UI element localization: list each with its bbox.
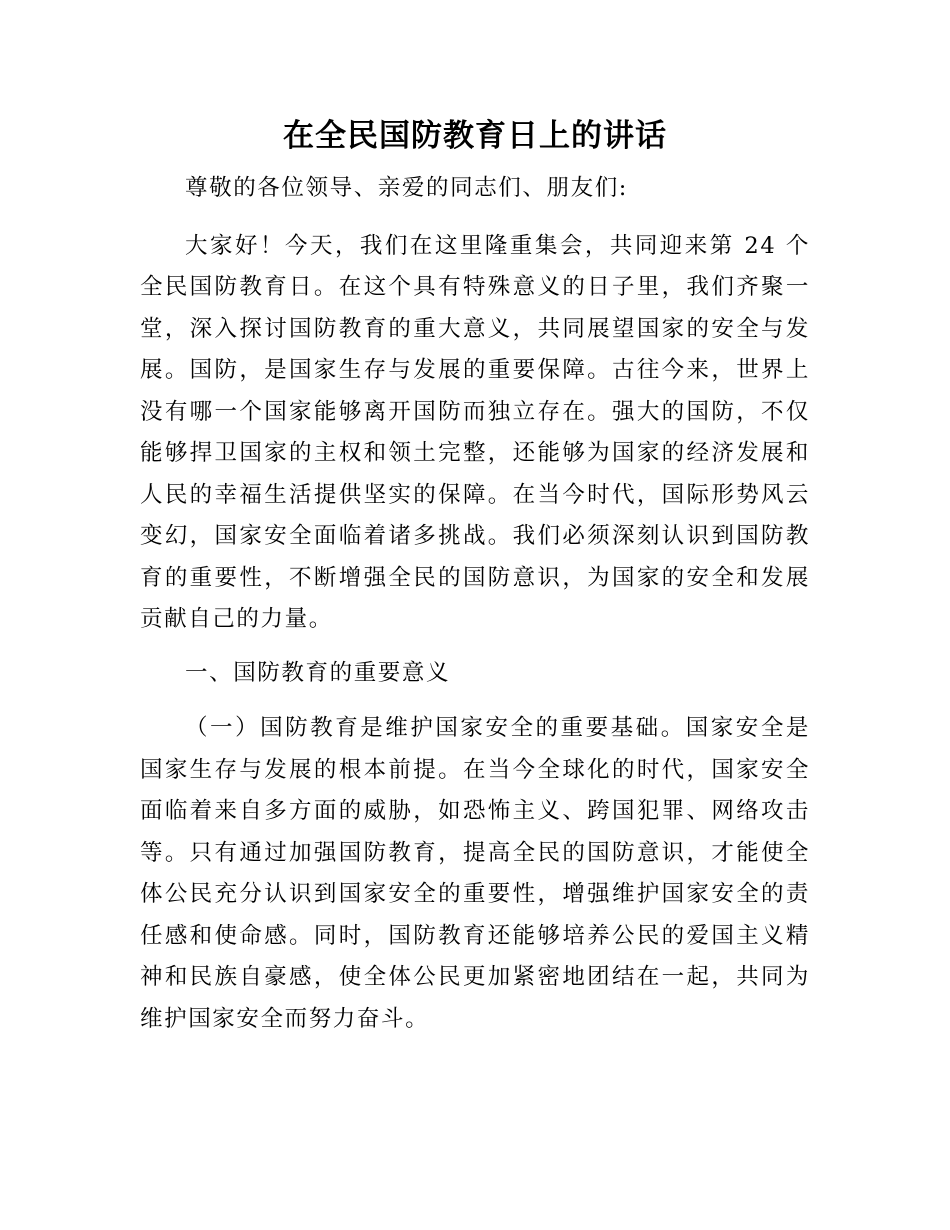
salutation: 尊敬的各位领导、亲爱的同志们、朋友们: bbox=[185, 175, 628, 201]
document-body bbox=[140, 110, 810, 1052]
document-title: 在全民国防教育日上的讲话 bbox=[283, 118, 667, 154]
section-heading: 一、国防教育的重要意义 bbox=[185, 659, 451, 686]
opening-paragraph: 大家好！今天，我们在这里隆重集会，共同迎来第 24 个全民国防教育日。在这个具有特殊意义的日子里，我们齐聚一堂，深入探讨国防教育的重大意义，共同展望国家的安全与发展。国防，是国家生存与发展的重要保障。古往今来，世界上没有哪一个国家能够离开国防而独立存在。强大的国防，不仅能够捍卫国家的主权和领土完整，还能够为国家的经济发展和人民的幸福生活提供坚实的保障。在当今时代，国际形势风云变幻，国家安全面临着诸多挑战。我们必须深刻认识到国防教育的重要性，不断增强全民的国防意识，为国家的安全和发展贡献自己的力量。 bbox=[140, 232, 810, 632]
section-paragraph: （一）国防教育是维护国家安全的重要基础。国家安全是国家生存与发展的根本前提。在当今全球化的时代，国家安全面临着来自多方面的威胁，如恐怖主义、跨国犯罪、网络攻击等。只有通过加强国防教育，提高全民的国防意识，才能使全体公民充分认识到国家安全的重要性，增强维护国家安全的责任感和使命感。同时，国防教育还能够培养公民的爱国主义精神和民族自豪感，使全体公民更加紧密地团结在一起，共同为维护国家安全而努力奋斗。 bbox=[140, 715, 810, 1032]
